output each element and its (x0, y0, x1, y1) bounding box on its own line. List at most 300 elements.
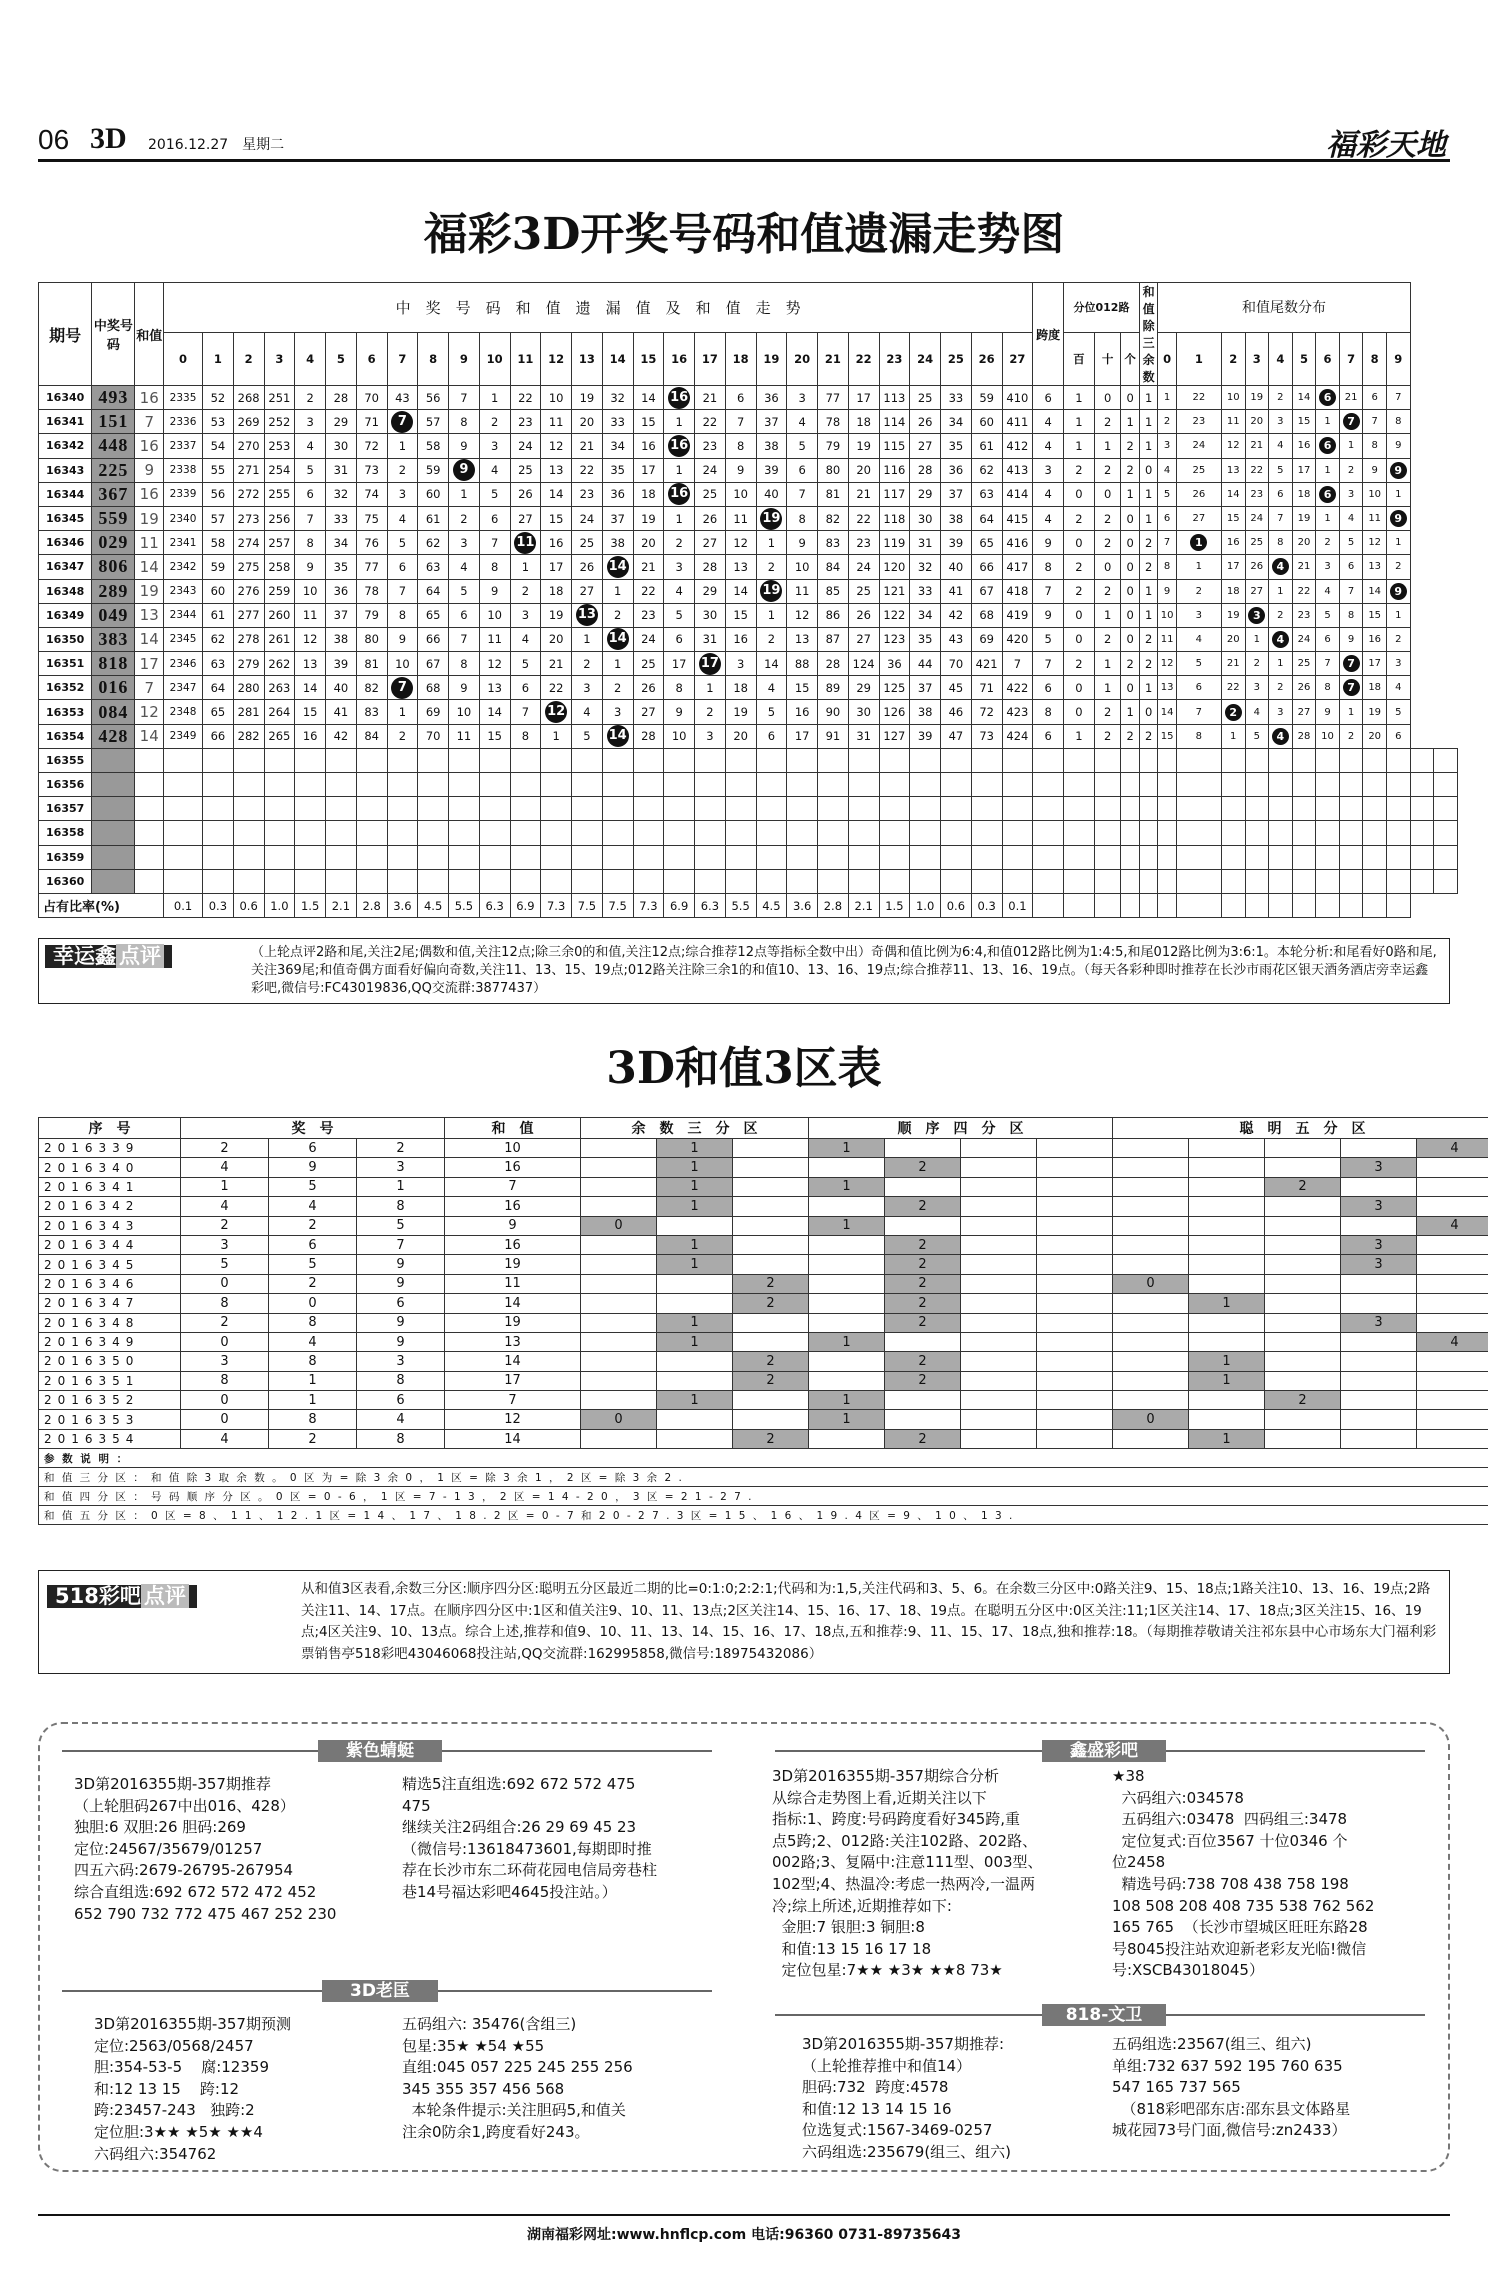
smart5-zone-cell (1341, 1139, 1417, 1158)
tail-ball (1269, 724, 1293, 748)
omission-value: 2338 (164, 458, 203, 482)
draw-digit: 2 (181, 1216, 269, 1235)
omission-value: 423 (1002, 700, 1033, 724)
empty-cell (1064, 845, 1095, 869)
position-route: 1 (1064, 410, 1095, 434)
empty-cell (92, 869, 135, 893)
omission-value: 22 (510, 386, 541, 410)
smart5-zone-hit: 1 (1189, 1429, 1265, 1448)
table-row (39, 1410, 1488, 1429)
empty-cell (633, 748, 664, 772)
sum-col-header: 7 (387, 332, 418, 385)
omission-value: 15 (541, 506, 572, 530)
empty-cell (1002, 845, 1033, 869)
table-row (39, 1197, 1488, 1216)
empty-cell (326, 797, 357, 821)
empty-cell (541, 797, 572, 821)
table-row (39, 1274, 1488, 1293)
tail-omission: 8 (1158, 555, 1176, 579)
tail-omission: 25 (1176, 458, 1221, 482)
tail-omission: 26 (1176, 482, 1221, 506)
omission-value: 14 (633, 386, 664, 410)
sum-col-header: 21 (818, 332, 849, 385)
tail-omission: 9 (1158, 579, 1176, 603)
sum-col-header: 24 (910, 332, 941, 385)
omission-value: 36 (941, 458, 972, 482)
omission-value: 28 (818, 652, 849, 676)
sum-zone-title: 3D和值3区表 (606, 1043, 882, 1094)
sum-value: 16 (135, 386, 164, 410)
span-value: 6 (1033, 676, 1064, 700)
smart5-zone-hit: 3 (1341, 1158, 1417, 1177)
omission-value: 13 (787, 627, 818, 651)
span-value: 8 (1033, 555, 1064, 579)
empty-cell (1221, 797, 1245, 821)
omission-value: 15 (479, 724, 510, 748)
omission-value: 64 (418, 579, 449, 603)
empty-cell (1269, 748, 1293, 772)
seq4-zone-cell (809, 1371, 885, 1390)
tail-omission: 3 (1269, 410, 1293, 434)
table-row (39, 1313, 1488, 1332)
tail-omission: 17 (1363, 652, 1387, 676)
sum-ball: 11 (514, 532, 536, 554)
draw-digit: 5 (269, 1177, 357, 1196)
mod3-zone-cell (733, 1197, 809, 1216)
draw-digit: 0 (181, 1410, 269, 1429)
sum-ball: 9 (453, 459, 475, 481)
omission-value: 421 (971, 652, 1002, 676)
omission-value: 256 (264, 506, 295, 530)
empty-cell (164, 845, 203, 869)
omission-value: 37 (326, 603, 357, 627)
empty-cell (1316, 869, 1340, 893)
period-id: 16355 (39, 748, 92, 772)
empty-cell (725, 773, 756, 797)
smart5-zone-cell (1113, 1235, 1189, 1254)
omission-value: 30 (910, 506, 941, 530)
period-id: 16354 (39, 724, 92, 748)
omission-value: 42 (941, 603, 972, 627)
empty-cell (602, 821, 633, 845)
smart5-zone-cell (1265, 1274, 1341, 1293)
tail-omission: 12 (1363, 531, 1387, 555)
draw-digit: 0 (181, 1274, 269, 1293)
tail-omission: 4 (1269, 434, 1293, 458)
tail-omission: 3 (1339, 482, 1363, 506)
position-route: 0 (1064, 482, 1095, 506)
period-id: 16359 (39, 845, 92, 869)
tail-col-header: 6 (1316, 332, 1340, 385)
col-tail-group: 和值尾数分布 (1158, 283, 1410, 333)
page-footer: 湖南福彩网址:www.hnflcp.com 电话:96360 0731-89735643 (38, 2214, 1450, 2244)
position-route: 2 (1121, 724, 1139, 748)
empty-cell (725, 748, 756, 772)
empty-cell (572, 821, 603, 845)
seq4-zone-cell (1037, 1371, 1113, 1390)
smart5-zone-cell (1113, 1294, 1189, 1313)
omission-value: 62 (971, 458, 1002, 482)
smart5-zone-cell (1113, 1139, 1189, 1158)
empty-cell (418, 845, 449, 869)
issue-number: 2016349 (39, 1332, 181, 1351)
omission-value: 61 (971, 434, 1002, 458)
empty-cell (633, 773, 664, 797)
table-row (39, 531, 1458, 555)
empty-cell (787, 869, 818, 893)
comment-label-1: 幸运鑫 点评 (45, 945, 172, 968)
sum-ball: 13 (576, 604, 598, 626)
omission-value: 11 (725, 506, 756, 530)
seq4-zone-cell (1037, 1313, 1113, 1332)
omission-value: 7 (787, 482, 818, 506)
omission-value: 53 (203, 410, 234, 434)
omission-value: 27 (910, 434, 941, 458)
omission-value: 253 (264, 434, 295, 458)
ratio-value: 7.5 (572, 893, 603, 917)
sum-trend-ball (387, 410, 418, 434)
omission-value: 278 (233, 627, 264, 651)
omission-value: 57 (418, 410, 449, 434)
omission-value: 33 (910, 579, 941, 603)
smart5-zone-cell (1113, 1255, 1189, 1274)
position-route: 2 (1094, 531, 1121, 555)
seq4-zone-cell (1037, 1294, 1113, 1313)
smart5-zone-hit: 2 (1265, 1177, 1341, 1196)
omission-value: 127 (879, 724, 910, 748)
seq4-zone-cell (809, 1235, 885, 1254)
omission-value: 20 (848, 458, 879, 482)
position-route: 2 (1064, 458, 1095, 482)
table-row-empty (39, 845, 1458, 869)
draw-digit: 1 (269, 1371, 357, 1390)
omission-value: 79 (356, 603, 387, 627)
empty-cell (787, 845, 818, 869)
omission-value: 69 (418, 700, 449, 724)
tail-omission: 3 (1158, 434, 1176, 458)
omission-value: 7 (510, 700, 541, 724)
seq4-zone-cell (809, 1313, 885, 1332)
smart5-zone-cell (1417, 1429, 1488, 1448)
omission-value: 119 (879, 531, 910, 555)
position-route: 2 (1121, 652, 1139, 676)
seq4-zone-hit: 2 (885, 1255, 961, 1274)
seq4-zone-cell (961, 1139, 1037, 1158)
omission-value: 9 (449, 434, 480, 458)
omission-value: 39 (756, 458, 787, 482)
omission-value: 410 (1002, 386, 1033, 410)
sum-col-header: 13 (572, 332, 603, 385)
tail-omission: 11 (1158, 627, 1176, 651)
tail-omission: 10 (1316, 724, 1340, 748)
seq4-zone-hit: 1 (809, 1410, 885, 1429)
mod3-zone-cell (733, 1235, 809, 1254)
omission-value: 25 (695, 482, 726, 506)
ratio-value: 2.8 (818, 893, 849, 917)
smart5-zone-cell (1189, 1391, 1265, 1410)
tail-omission: 1 (1269, 652, 1293, 676)
mod3-zone-cell (733, 1158, 809, 1177)
sum-value: 7 (135, 676, 164, 700)
tail-omission: 18 (1363, 676, 1387, 700)
draw-digit: 3 (181, 1352, 269, 1371)
empty-cell (756, 773, 787, 797)
mod3-value: 1 (1139, 506, 1157, 530)
draw-digit: 8 (269, 1352, 357, 1371)
issue-number: 2016343 (39, 1216, 181, 1235)
sum-value: 19 (135, 579, 164, 603)
winning-number: 084 (92, 700, 135, 724)
position-col-header: 个 (1121, 332, 1139, 385)
brand-logo: 福彩天地 (1326, 128, 1446, 163)
tail-omission: 26 (1292, 676, 1316, 700)
omission-value: 116 (879, 458, 910, 482)
tail-omission: 10 (1158, 603, 1176, 627)
ratio-value: 0.1 (1002, 893, 1033, 917)
omission-value: 1 (664, 506, 695, 530)
period-id: 16341 (39, 410, 92, 434)
seq4-zone-cell (961, 1332, 1037, 1351)
issue-number: 2016344 (39, 1235, 181, 1254)
empty-cell (1158, 869, 1176, 893)
omission-value: 72 (971, 700, 1002, 724)
omission-value: 2342 (164, 555, 203, 579)
omission-value: 3 (664, 555, 695, 579)
sum-col-header: 3 (264, 332, 295, 385)
omission-value: 80 (356, 627, 387, 651)
empty-cell (1410, 869, 1434, 893)
omission-value: 37 (910, 676, 941, 700)
empty-cell (1002, 773, 1033, 797)
empty-cell (1139, 821, 1157, 845)
draw-digit: 9 (357, 1255, 445, 1274)
seq4-zone-hit: 1 (809, 1391, 885, 1410)
span-value: 7 (1033, 579, 1064, 603)
tail-ball (1386, 458, 1410, 482)
omission-value: 279 (233, 652, 264, 676)
tail-ball (1221, 700, 1245, 724)
issue-number: 2016348 (39, 1313, 181, 1332)
empty-cell (135, 845, 164, 869)
omission-value: 8 (387, 603, 418, 627)
empty-cell (1292, 869, 1316, 893)
empty-cell (1386, 797, 1410, 821)
ratio-value: 6.9 (510, 893, 541, 917)
omission-value: 5 (510, 652, 541, 676)
span-value: 4 (1033, 482, 1064, 506)
sum-trend-ball (664, 482, 695, 506)
omission-value: 7 (295, 506, 326, 530)
draw-digit: 4 (269, 1197, 357, 1216)
smart5-zone-cell (1417, 1371, 1488, 1390)
omission-value: 2 (602, 603, 633, 627)
tail-omission: 18 (1292, 482, 1316, 506)
omission-value: 32 (602, 386, 633, 410)
tail-ball-mark: 9 (1390, 462, 1407, 479)
omission-value: 22 (848, 506, 879, 530)
span-value: 8 (1033, 700, 1064, 724)
issue-number: 2016347 (39, 1294, 181, 1313)
sum-value: 13 (445, 1332, 581, 1351)
tail-omission: 3 (1386, 652, 1410, 676)
omission-value: 62 (203, 627, 234, 651)
tail-omission: 6 (1316, 627, 1340, 651)
seq4-zone-hit: 1 (809, 1332, 885, 1351)
sum-value: 16 (135, 434, 164, 458)
mod3-value: 2 (1139, 531, 1157, 555)
sum-col-header: 4 (295, 332, 326, 385)
omission-value: 115 (879, 434, 910, 458)
empty-cell (1221, 821, 1245, 845)
table-row (39, 1391, 1488, 1410)
sum-col-header: 14 (602, 332, 633, 385)
panel-2-right: ★38 六码组六:034578 五码组六:03478 四码组三:3478 定位复式:百位3567 十位0346 个 位2458 精选号码:738 708 438 758 198 108 508 208 408 735 538 762 562 165 765 （长沙市望城区旺旺东路28 号8045投注站欢迎新老彩友光临!微信 号:XSCB43018045） (1112, 1767, 1375, 1980)
issue-number: 2016340 (39, 1158, 181, 1177)
omission-value: 1 (756, 531, 787, 555)
omission-value: 2339 (164, 482, 203, 506)
tail-omission: 24 (1292, 627, 1316, 651)
mod3-value: 2 (1139, 555, 1157, 579)
seq4-zone-cell (885, 1139, 961, 1158)
omission-value: 15 (725, 603, 756, 627)
empty-cell (479, 773, 510, 797)
omission-value: 2340 (164, 506, 203, 530)
empty-cell (1339, 821, 1363, 845)
omission-value: 122 (879, 603, 910, 627)
empty-cell (1339, 773, 1363, 797)
omission-value: 5 (295, 458, 326, 482)
tail-omission: 8 (1363, 434, 1387, 458)
seq4-zone-cell (1037, 1352, 1113, 1371)
position-route: 0 (1064, 531, 1095, 555)
draw-digit: 1 (269, 1391, 357, 1410)
omission-value: 36 (756, 386, 787, 410)
empty-cell (602, 797, 633, 821)
sum-value: 16 (135, 482, 164, 506)
empty-cell (725, 797, 756, 821)
omission-value: 27 (848, 627, 879, 651)
position-route: 1 (1121, 700, 1139, 724)
omission-value: 2346 (164, 652, 203, 676)
mod3-zone-cell (733, 1332, 809, 1351)
ratio-value: 1.0 (264, 893, 295, 917)
sum-ball: 14 (607, 556, 629, 578)
tail-omission: 2 (1339, 458, 1363, 482)
sum-col-header: 25 (941, 332, 972, 385)
tail-omission: 15 (1363, 603, 1387, 627)
position-route: 2 (1064, 506, 1095, 530)
omission-value: 258 (264, 555, 295, 579)
omission-value: 63 (203, 652, 234, 676)
period-id: 16351 (39, 652, 92, 676)
sum-value: 9 (445, 1216, 581, 1235)
span-value: 5 (1033, 627, 1064, 651)
issue-number: 2016346 (39, 1274, 181, 1293)
omission-value: 33 (941, 386, 972, 410)
empty-cell (1094, 821, 1121, 845)
empty-cell (848, 845, 879, 869)
omission-value: 2345 (164, 627, 203, 651)
omission-value: 88 (787, 652, 818, 676)
empty-cell (541, 869, 572, 893)
sum-col-header: 2 (233, 332, 264, 385)
empty-cell (1316, 821, 1340, 845)
issue-date: 2016.12.27 星期二 (148, 137, 285, 153)
empty-cell (1094, 893, 1121, 917)
position-route: 0 (1064, 676, 1095, 700)
empty-cell (295, 748, 326, 772)
empty-cell (787, 748, 818, 772)
omission-value: 420 (1002, 627, 1033, 651)
tail-omission: 19 (1292, 506, 1316, 530)
empty-cell (1292, 797, 1316, 821)
omission-value: 5 (787, 434, 818, 458)
tail-ball (1245, 603, 1269, 627)
sum-value: 14 (135, 555, 164, 579)
omission-value: 12 (787, 603, 818, 627)
empty-cell (572, 797, 603, 821)
tail-omission: 1 (1386, 531, 1410, 555)
tail-omission: 4 (1158, 458, 1176, 482)
tail-omission: 14 (1221, 482, 1245, 506)
empty-cell (164, 869, 203, 893)
seq4-zone-cell (885, 1332, 961, 1351)
tail-omission: 7 (1386, 386, 1410, 410)
tail-omission: 3 (1316, 555, 1340, 579)
empty-cell (1176, 821, 1221, 845)
tail-omission: 2 (1269, 676, 1293, 700)
draw-digit: 2 (357, 1139, 445, 1158)
empty-cell (695, 748, 726, 772)
draw-digit: 6 (269, 1235, 357, 1254)
header-row (39, 1118, 1488, 1139)
tail-omission: 11 (1221, 410, 1245, 434)
omission-value: 62 (418, 531, 449, 555)
mod3-zone-hit: 1 (657, 1235, 733, 1254)
draw-digit: 2 (269, 1274, 357, 1293)
omission-value: 113 (879, 386, 910, 410)
omission-value: 36 (879, 652, 910, 676)
empty-cell (1033, 821, 1064, 845)
empty-cell (1139, 869, 1157, 893)
omission-value: 2 (756, 555, 787, 579)
position-route: 1 (1064, 724, 1095, 748)
omission-value: 19 (725, 700, 756, 724)
tail-omission: 13 (1363, 555, 1387, 579)
tail-omission: 5 (1176, 652, 1221, 676)
note-row (39, 1506, 1488, 1525)
seq4-zone-hit: 1 (809, 1216, 885, 1235)
empty-cell (1033, 773, 1064, 797)
span-value: 9 (1033, 603, 1064, 627)
empty-cell (1121, 893, 1139, 917)
smart5-zone-hit: 1 (1189, 1294, 1265, 1313)
parameter-note: 和 值 五 分 区 ： 0 区 = 8 、 1 1 、 1 2 . 1 区 = 1 4 、 1 7 、 1 8 . 2 区 = 0 - 7 和 2 0 - 2 7 . 3 区 = 1 5 、 1 6 、 1 9 . 4 区 = 9 、 1 0 、 1 3 . (39, 1506, 1488, 1525)
omission-value: 35 (941, 434, 972, 458)
empty-cell (449, 773, 480, 797)
mod3-value: 0 (1139, 458, 1157, 482)
mod3-zone-cell (581, 1332, 657, 1351)
tail-omission: 2 (1269, 603, 1293, 627)
empty-cell (418, 821, 449, 845)
omission-value: 64 (971, 506, 1002, 530)
tail-omission: 2 (1316, 531, 1340, 555)
omission-value: 8 (510, 724, 541, 748)
smart5-zone-cell (1113, 1429, 1189, 1448)
omission-value: 26 (695, 506, 726, 530)
sum-value: 16 (445, 1158, 581, 1177)
seq4-zone-cell (885, 1177, 961, 1196)
